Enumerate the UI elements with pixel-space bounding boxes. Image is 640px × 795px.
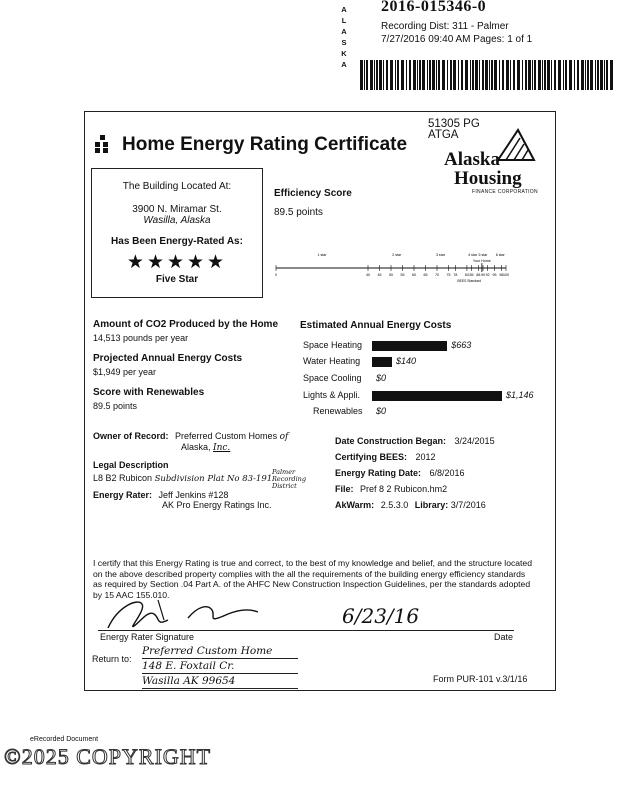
co2-label: Amount of CO2 Produced by the Home [93,319,279,330]
scale-tick-label: 95 [492,273,497,277]
scale-tick-label: 98 [499,273,504,277]
barcode-bar [422,60,425,90]
barcode-bar [499,60,500,90]
efficiency-scale [274,248,514,296]
erecorded-label: eRecorded Document [30,736,99,743]
barcode-bar [360,60,363,90]
barcode-bar [489,60,490,90]
rater-line2: AK Pro Energy Ratings Inc. [162,500,272,510]
owner-block [93,431,323,453]
owner-line2: Alaska, [181,442,211,452]
bees-row [335,449,495,465]
cost-bar [372,341,447,351]
owner-line2-wrap [181,442,323,453]
owner-handwritten1: of [279,432,289,442]
return-line: 148 E. Foxtail Cr. [142,659,298,674]
construction-row [335,433,495,449]
barcode-bar [453,60,456,90]
cost-value: $663 [451,340,472,350]
barcode-bar [366,60,368,90]
scale-band-label: 5 star [478,253,488,257]
barcode-bar [376,60,378,90]
certify-text: I certify that this Energy Rating is true and correct, to the best of my knowledge and belief, and the structure located on the above described property complies with the all the requirements of the building energy efficiency standards as required by Section .04 Part A. of the AHFC New Construction Inspection Guidelines, per the standards adopted by 15 AAC 155.010. [93,558,532,600]
rater-label: Energy Rater: [93,490,153,500]
renewables-score-label: Score with Renewables [93,387,205,398]
barcode-bar [513,60,515,90]
barcode-bar [542,60,543,90]
rating-date-row [335,465,495,481]
barcode-bar [470,60,471,90]
cost-value: $0 [376,373,387,383]
projected-value: $1,949 per year [93,367,157,377]
cost-name: Lights & Appli. [303,390,361,400]
legal-label: Legal Description [93,460,169,470]
library-label: Library: [414,500,449,510]
barcode-bar [436,60,437,90]
cost-bar [372,391,502,401]
ahfc-line2: Housing [454,168,522,189]
barcode-bar [364,60,365,90]
barcode-bar [379,60,382,90]
scale-band-label: 1 star [317,253,327,257]
barcode-bar [417,60,418,90]
barcode-bar [538,60,541,90]
legal-value: L8 B2 Rubicon [93,473,153,483]
return-address [142,644,298,689]
address-line2: Wasilla, Alaska [143,215,211,226]
home-energy-icon [94,134,114,154]
recording-number: 2016-015346-0 [381,0,487,15]
cost-value: $1,146 [506,390,534,400]
scale-band-label: 4 star [468,253,478,257]
form-number: Form PUR-101 v.3/1/16 [433,674,528,684]
barcode-bar [494,60,497,90]
barcode-bar [432,60,435,90]
scale-tick-label: 60 [412,273,416,277]
rated-label: Has Been Energy-Rated As: [111,236,243,247]
barcode-bar [522,60,523,90]
barcode-bar [565,60,567,90]
barcode-bar [606,60,608,90]
barcode-bar [406,60,407,90]
recording-district: Recording Dist: 311 - Palmer [381,21,509,32]
star-rating-label: Five Star [155,274,199,285]
barcode-bar [442,60,445,90]
barcode-bar [374,60,375,90]
barcode-bar [517,60,520,90]
barcode-bar [458,60,459,90]
rating-date-label: Energy Rating Date: [335,468,422,478]
letter: A [341,27,347,36]
barcode-bar [510,60,511,90]
return-label: Return to: [92,654,132,664]
akwarm-row [335,497,495,513]
scale-tick-label: 85 [469,273,474,277]
scale-tick-label: 92 [485,273,490,277]
barcode-bar [461,60,463,90]
construction-value: 3/24/2015 [454,436,495,446]
letter: A [341,60,347,69]
barcode-bar [401,60,404,90]
rating-date-value: 6/8/2016 [429,468,465,478]
barcode-bar [547,60,550,90]
barcode-bar [577,60,579,90]
barcode-bar [475,60,478,90]
barcode-bar [590,60,593,90]
ahfc-mountain-icon [496,128,536,162]
barcode-bar [574,60,575,90]
construction-label: Date Construction Began: [335,436,447,446]
code-line: 51305 PG [428,118,480,130]
your-home-label: Your Home [472,259,491,263]
scale-tick-label: 0 [275,273,277,277]
barcode-bar [386,60,388,90]
barcode-bar [528,60,531,90]
owner-line1: Preferred Custom Homes [175,431,278,441]
barcode-bar [502,60,504,90]
scale-band-label: 2 star [392,253,402,257]
barcode-bar [450,60,452,90]
scale-tick-label: 45 [377,273,382,277]
barcode-bar [482,60,484,90]
star-rating-icons: ★★★★★ [126,252,228,273]
date-label: Date [494,632,514,642]
scale-tick-label: 100 [503,273,509,277]
barcode-bar [413,60,416,90]
cost-value: $0 [376,406,387,416]
letter: A [341,5,347,14]
certificate-title: Home Energy Rating Certificate [122,134,408,155]
cost-name: Water Heating [303,356,361,366]
cost-name: Space Cooling [303,373,362,383]
barcode-bar [569,60,572,90]
cost-value: $140 [396,356,417,366]
details-block [335,433,495,513]
owner-label: Owner of Record: [93,431,169,441]
barcode-bar [419,60,421,90]
barcode-bar [558,60,561,90]
barcode-bar [581,60,584,90]
barcode-bar [427,60,428,90]
owner-handwritten2: Inc. [213,443,231,453]
barcode-bar [610,60,613,90]
barcode-bar [429,60,431,90]
bees-label: Certifying BEES: [335,452,408,462]
legal-line [93,473,293,484]
copyright-watermark: ©2025 COPYRIGHT [4,744,212,769]
scale-band-label: 6 star [495,253,505,257]
barcode-bar [395,60,396,90]
barcode-bar [585,60,586,90]
located-label: The Building Located At: [122,181,232,192]
ahfc-line1: Alaska [444,149,500,170]
barcode-bar [551,60,552,90]
barcode [360,60,616,90]
barcode-bar [447,60,448,90]
barcode-bar [506,60,509,90]
letter: L [341,16,347,25]
barcode-bar [479,60,480,90]
barcode-bar [370,60,373,90]
address-line1: 3900 N. Miramar St. [132,204,222,215]
scale-tick-label: 55 [400,273,405,277]
ahfc-logo [444,130,540,195]
costs-label: Estimated Annual Energy Costs [300,320,452,331]
co2-value: 14,513 pounds per year [93,333,189,343]
barcode-bar [485,60,488,90]
efficiency-value: 89.5 points [274,207,323,218]
barcode-bar [409,60,411,90]
barcode-bar [491,60,493,90]
signature-date: 6/23/16 [342,604,420,628]
signature-line [98,630,514,631]
scale-tick-label: 83 [464,273,469,277]
barcode-bar [465,60,468,90]
barcode-bar [597,60,599,90]
barcode-bar [604,60,605,90]
barcode-bar [390,60,393,90]
barcode-bar [397,60,399,90]
akwarm-value: 2.5.3.0 [380,500,409,510]
legal-handwritten: Subdivision Plat No 83-191 [154,474,273,484]
projected-label: Projected Annual Energy Costs [93,353,243,364]
recording-datetime: 7/27/2016 09:40 AM Pages: 1 of 1 [381,34,533,45]
barcode-bar [534,60,536,90]
rater-line1: Jeff Jenkins #128 [158,490,229,500]
building-box [91,168,263,298]
scale-tick-label: 40 [366,273,370,277]
file-label: File: [335,484,354,494]
barcode-bar [438,60,440,90]
file-row [335,481,495,497]
barcode-bar [587,60,589,90]
library-value: 3/7/2016 [450,500,486,510]
barcode-bar [563,60,564,90]
scale-tick-label: 50 [389,273,393,277]
barcode-bar [532,60,533,90]
barcode-bar [595,60,596,90]
code-line: ATGA [428,129,459,141]
barcode-bar [525,60,527,90]
barcode-bar [383,60,384,90]
akwarm-label: AkWarm: [335,500,375,510]
ahfc-line3: FINANCE CORPORATION [472,189,538,195]
return-line: Wasilla AK 99654 [142,674,298,689]
barcode-bar [544,60,546,90]
renewables-score-value: 89.5 points [93,401,138,411]
scale-tick-label: 75 [446,273,451,277]
return-line: Preferred Custom Home [142,644,298,659]
cost-name: Space Heating [303,340,363,350]
scale-tick-label: 88 [476,273,481,277]
cost-name: Renewables [313,406,363,416]
signature-label: Energy Rater Signature [100,632,195,642]
recording-state-vertical [340,4,348,70]
letter: S [341,38,347,47]
scale-band-label: 3 star [435,253,445,257]
bees-standard-label: BEES Standard [457,279,482,283]
legal-handwritten2: Palmer Recording District [272,468,306,490]
scale-tick-label: 78 [453,273,458,277]
rater-block [93,490,272,510]
barcode-bar [554,60,556,90]
letter: K [341,49,347,58]
bees-value: 2012 [415,452,436,462]
scale-tick-label: 65 [423,273,428,277]
barcode-bar [600,60,603,90]
cost-bar [372,357,392,367]
barcode-bar [472,60,474,90]
file-value: Pref 8 2 Rubicon.hm2 [360,484,448,494]
scale-tick-label: 70 [435,273,439,277]
scale-tick-label: 90 [481,273,485,277]
efficiency-label: Efficiency Score [274,188,352,199]
